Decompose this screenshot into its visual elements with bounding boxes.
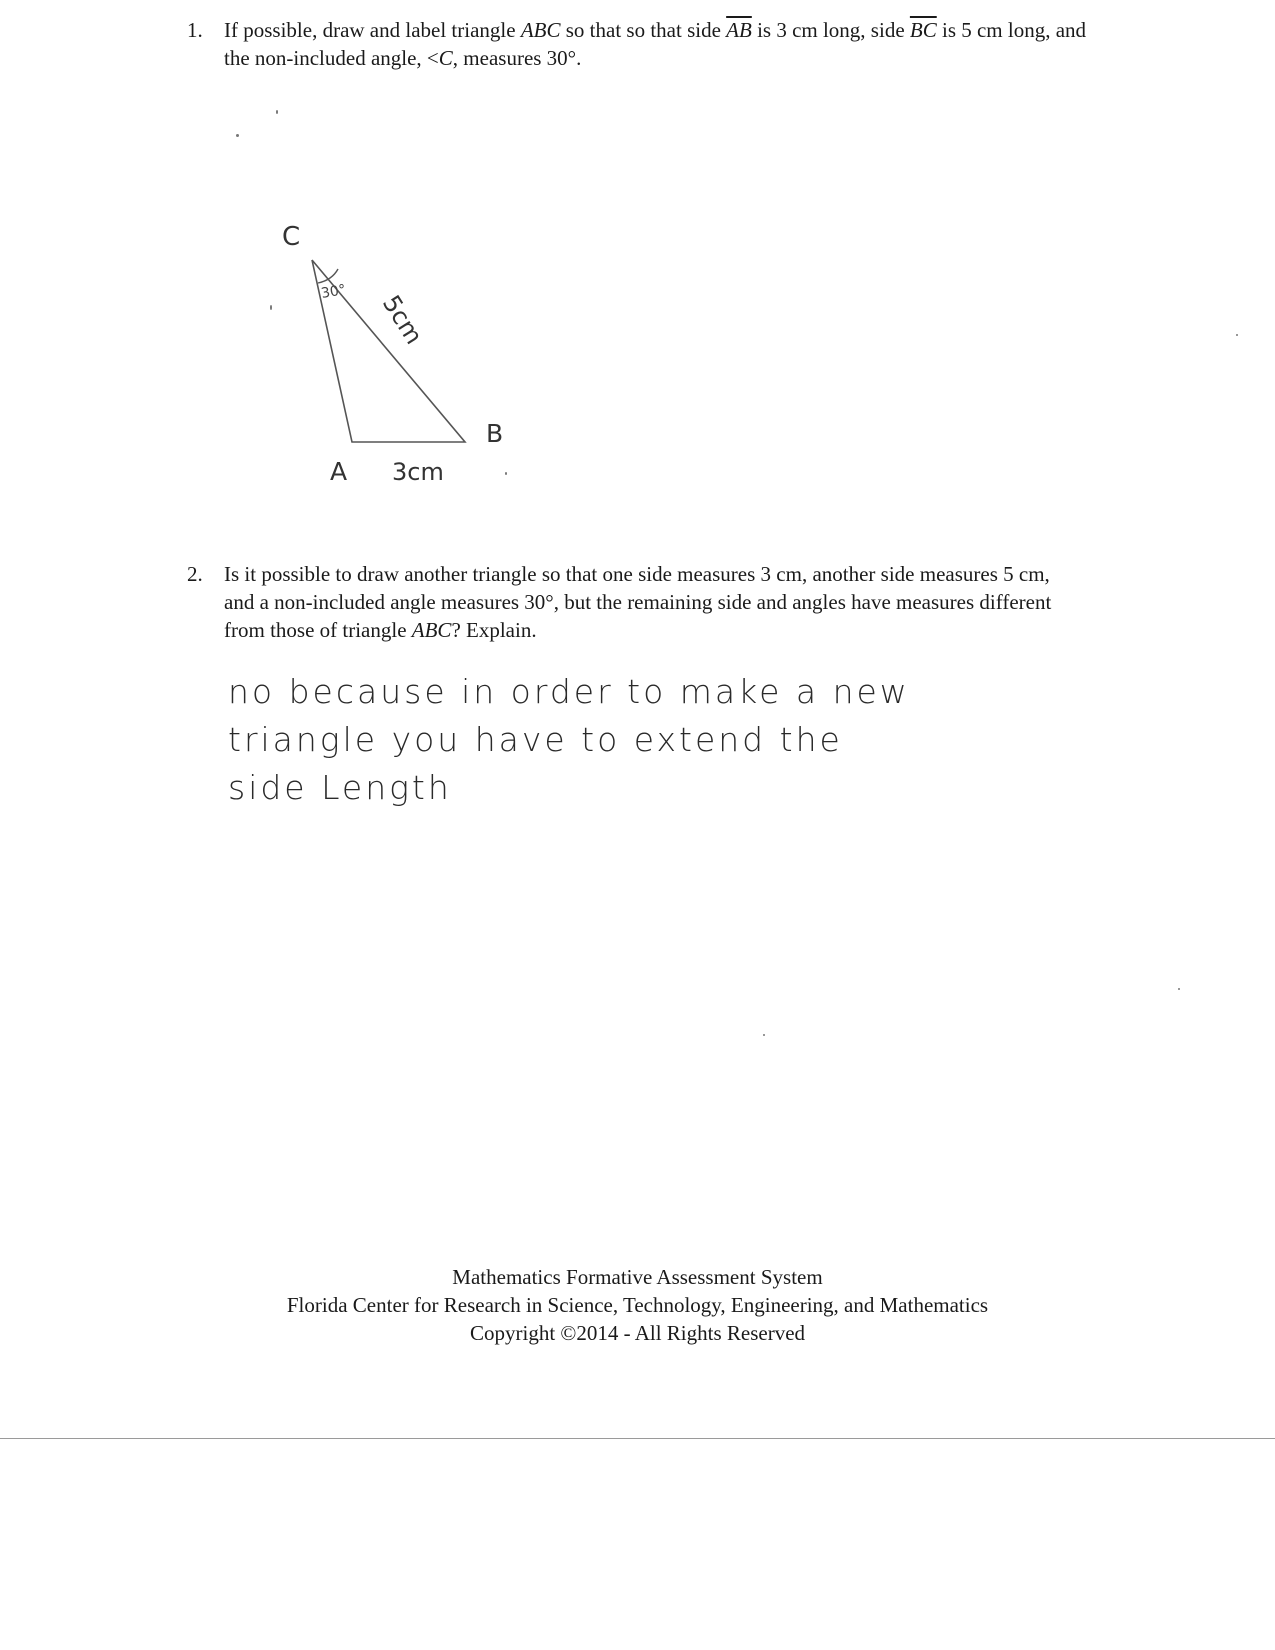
side-bc-label: 5cm xyxy=(376,290,429,350)
question-2-text: Is it possible to draw another triangle so that one side measures 3 cm, another side measures 5 cm, and a non-included angle measures 30°, but the remaining side and angles have measures different from those of triangle ABC? Explain. xyxy=(224,562,1052,642)
footer-line-2: Florida Center for Research in Science, Technology, Engineering, and Mathematics xyxy=(286,1293,989,1317)
vertex-a-label: A xyxy=(330,457,348,486)
question-1-number: 1. xyxy=(187,18,203,42)
page-divider xyxy=(0,1438,1275,1439)
question-1-text: If possible, draw and label triangle ABC so that so that side $\overline{AB}$ is 3 cm long, side $\overline{BC}$ is 5 cm long, and the non-included angle, <C, measures 30°. xyxy=(224,18,1087,70)
answer-line-1: no because in order to make a new xyxy=(228,672,910,711)
vertex-c-label: C xyxy=(282,222,301,252)
scan-speck xyxy=(236,134,239,137)
question-1 xyxy=(187,16,1117,76)
question-2-number: 2. xyxy=(187,562,203,586)
question-2 xyxy=(187,560,1067,650)
answer-line-2: triangle you have to extend the xyxy=(228,720,843,759)
scan-speck xyxy=(276,110,278,114)
scan-speck xyxy=(505,472,507,475)
footer xyxy=(200,1263,1075,1347)
footer-line-3: Copyright ©2014 - All Rights Reserved xyxy=(469,1321,806,1345)
answer-line-3: side Length xyxy=(228,768,452,807)
vertex-b-label: B xyxy=(486,419,504,448)
footer-line-1: Mathematics Formative Assessment System xyxy=(452,1265,823,1289)
handwritten-answer xyxy=(228,668,1028,812)
scan-speck xyxy=(763,1034,765,1036)
angle-label: 30° xyxy=(319,281,348,302)
scan-speck xyxy=(1236,334,1238,336)
scan-speck xyxy=(1178,988,1180,990)
scan-speck xyxy=(270,305,272,310)
triangle-drawing xyxy=(280,220,540,510)
side-ab-label: 3cm xyxy=(392,458,444,486)
